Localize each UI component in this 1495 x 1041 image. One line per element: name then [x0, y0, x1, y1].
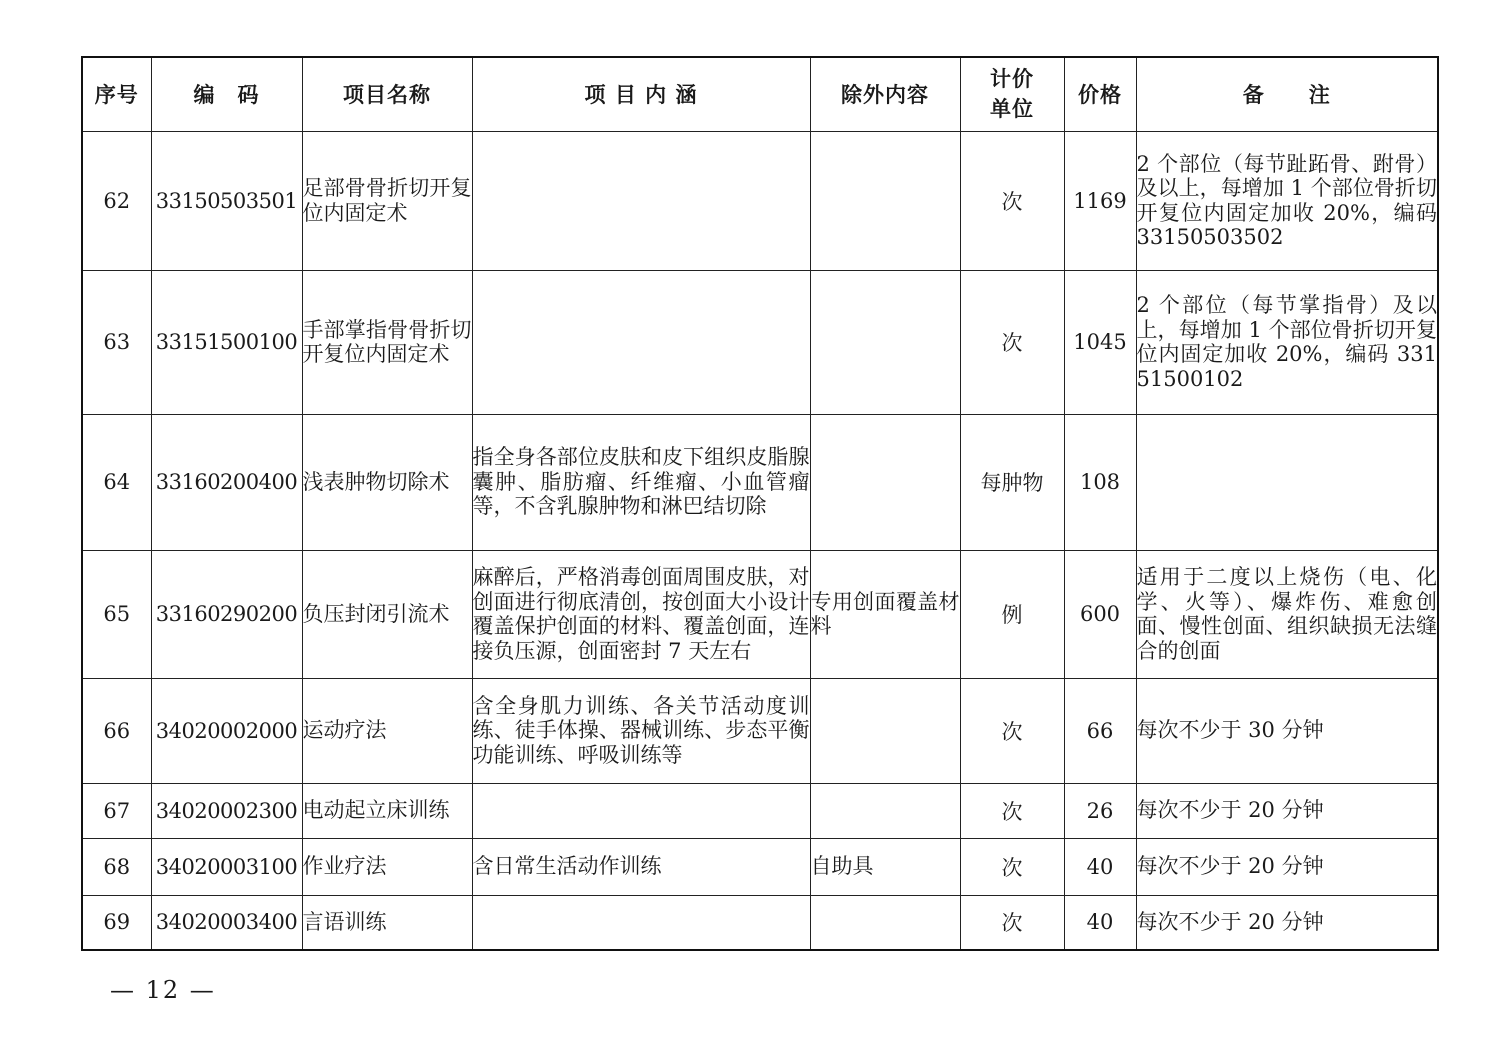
row-note: 每次不少于 20 分钟	[1136, 895, 1438, 950]
row-unit: 次	[960, 783, 1064, 838]
header-unit	[960, 57, 1064, 131]
table-row	[82, 270, 1438, 414]
row-name: 负压封闭引流术	[302, 550, 472, 678]
row-unit: 例	[960, 550, 1064, 678]
row-name: 电动起立床训练	[302, 783, 472, 838]
row-price: 1169	[1064, 131, 1136, 270]
row-content: 含日常生活动作训练	[472, 838, 810, 895]
row-note: 2 个部位（每节趾跖骨、跗骨）及以上，每增加 1 个部位骨折切开复位内固定加收 20%，编码 33150503502	[1136, 131, 1438, 270]
row-unit: 次	[960, 838, 1064, 895]
row-num: 65	[82, 550, 151, 678]
header-excluded: 除外内容	[810, 57, 960, 131]
row-unit: 次	[960, 895, 1064, 950]
row-note: 每次不少于 30 分钟	[1136, 678, 1438, 783]
row-price: 1045	[1064, 270, 1136, 414]
row-note: 每次不少于 20 分钟	[1136, 783, 1438, 838]
row-num: 67	[82, 783, 151, 838]
page-number: — 12 —	[110, 976, 216, 1004]
table-row	[82, 414, 1438, 550]
row-name: 运动疗法	[302, 678, 472, 783]
row-num: 68	[82, 838, 151, 895]
row-name: 手部掌指骨骨折切开复位内固定术	[302, 270, 472, 414]
table-header-row	[82, 57, 1438, 131]
row-code: 33160290200	[151, 550, 302, 678]
row-excluded	[810, 131, 960, 270]
row-num: 64	[82, 414, 151, 550]
row-name: 言语训练	[302, 895, 472, 950]
row-content	[472, 783, 810, 838]
table-row	[82, 838, 1438, 895]
row-price: 66	[1064, 678, 1136, 783]
row-name: 浅表肿物切除术	[302, 414, 472, 550]
header-price: 价格	[1064, 57, 1136, 131]
row-content	[472, 895, 810, 950]
row-excluded	[810, 270, 960, 414]
header-unit-line2: 单位	[990, 97, 1034, 122]
row-content	[472, 131, 810, 270]
header-name: 项目名称	[302, 57, 472, 131]
row-excluded	[810, 678, 960, 783]
row-code: 34020003400	[151, 895, 302, 950]
table-row	[82, 131, 1438, 270]
row-code: 33151500100	[151, 270, 302, 414]
table-row	[82, 783, 1438, 838]
row-price: 40	[1064, 895, 1136, 950]
row-num: 63	[82, 270, 151, 414]
row-note	[1136, 414, 1438, 550]
row-price: 600	[1064, 550, 1136, 678]
header-code: 编 码	[151, 57, 302, 131]
row-code: 33150503501	[151, 131, 302, 270]
price-table	[81, 56, 1439, 951]
row-name: 作业疗法	[302, 838, 472, 895]
row-unit: 次	[960, 678, 1064, 783]
header-content: 项 目 内 涵	[472, 57, 810, 131]
row-code: 34020003100	[151, 838, 302, 895]
header-note: 备 注	[1136, 57, 1438, 131]
table-row	[82, 895, 1438, 950]
table-body	[82, 131, 1438, 950]
header-num: 序号	[82, 57, 151, 131]
row-name: 足部骨骨折切开复位内固定术	[302, 131, 472, 270]
row-unit: 次	[960, 131, 1064, 270]
row-content: 麻醉后，严格消毒创面周围皮肤，对创面进行彻底清创，按创面大小设计覆盖保护创面的材料、覆盖创面，连接负压源，创面密封 7 天左右	[472, 550, 810, 678]
row-excluded	[810, 414, 960, 550]
table-row	[82, 550, 1438, 678]
row-excluded	[810, 895, 960, 950]
row-code: 34020002300	[151, 783, 302, 838]
row-price: 108	[1064, 414, 1136, 550]
row-excluded: 自助具	[810, 838, 960, 895]
row-excluded	[810, 783, 960, 838]
table-row	[82, 678, 1438, 783]
row-num: 69	[82, 895, 151, 950]
row-note: 2 个部位（每节掌指骨）及以上，每增加 1 个部位骨折切开复位内固定加收 20%，编码 33151500102	[1136, 270, 1438, 414]
row-code: 34020002000	[151, 678, 302, 783]
row-price: 40	[1064, 838, 1136, 895]
row-code: 33160200400	[151, 414, 302, 550]
row-unit: 每肿物	[960, 414, 1064, 550]
row-content	[472, 270, 810, 414]
row-price: 26	[1064, 783, 1136, 838]
row-excluded: 专用创面覆盖材料	[810, 550, 960, 678]
row-note: 适用于二度以上烧伤（电、化学、火等）、爆炸伤、难愈创面、慢性创面、组织缺损无法缝合的创面	[1136, 550, 1438, 678]
row-num: 62	[82, 131, 151, 270]
row-note: 每次不少于 20 分钟	[1136, 838, 1438, 895]
row-content: 指全身各部位皮肤和皮下组织皮脂腺囊肿、脂肪瘤、纤维瘤、小血管瘤等，不含乳腺肿物和淋巴结切除	[472, 414, 810, 550]
row-content: 含全身肌力训练、各关节活动度训练、徒手体操、器械训练、步态平衡功能训练、呼吸训练等	[472, 678, 810, 783]
row-num: 66	[82, 678, 151, 783]
row-unit: 次	[960, 270, 1064, 414]
header-unit-line1: 计价	[990, 67, 1034, 92]
